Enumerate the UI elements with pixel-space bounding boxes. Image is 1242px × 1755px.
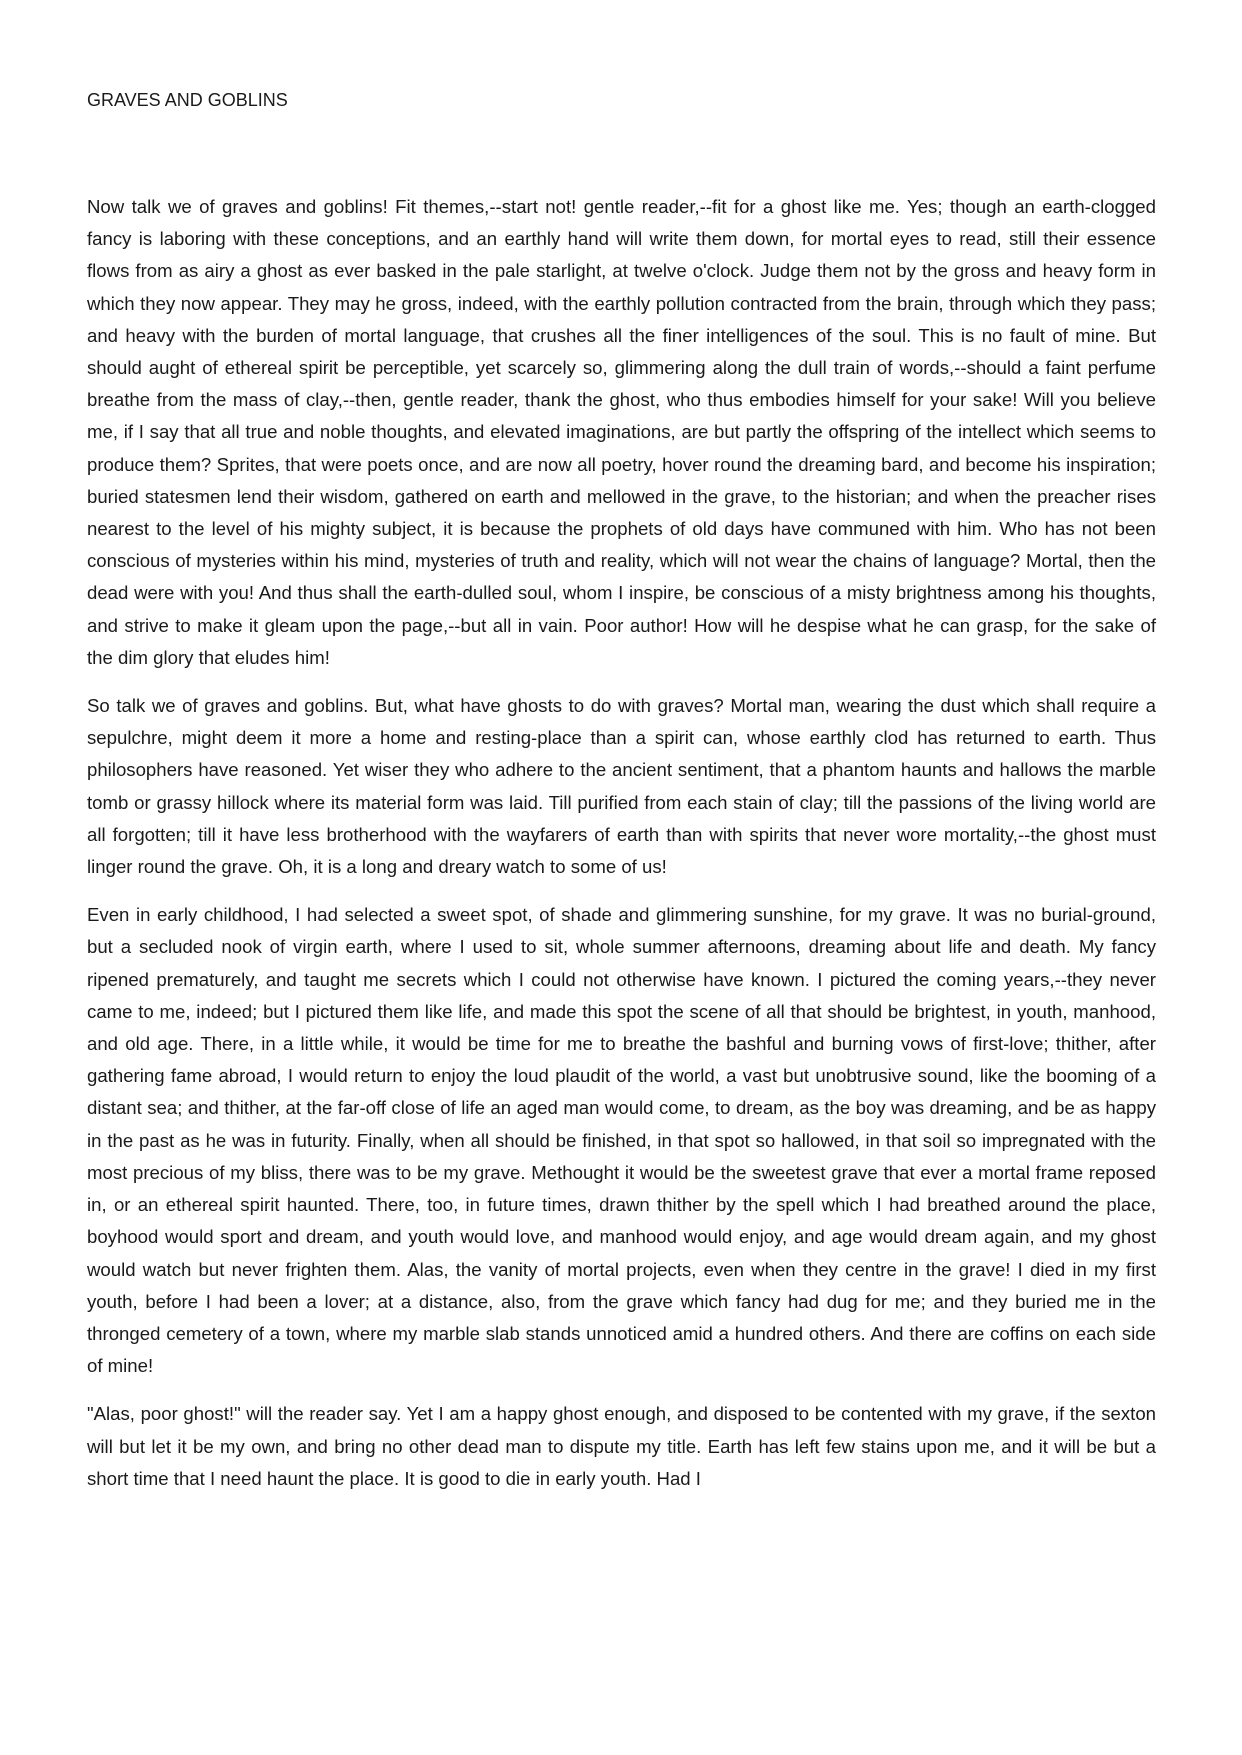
paragraph-3: Even in early childhood, I had selected a sweet spot, of shade and glimmering sunshine, for my grave. It was no burial-ground, but a secluded nook of virgin earth, where I used to sit, whole summer afternoons, dreaming about life and death. My fancy ripened prematurely, and taught me secrets which I could not otherwise have known. I pictured the coming years,--they never came to me, indeed; but I pictured them like life, and made this spot the scene of all that should be brightest, in youth, manhood, and old age. There, in a little while, it would be time for me to breathe the bashful and burning vows of first-love; thither, after gathering fame abroad, I would return to enjoy the loud plaudit of the world, a vast but unobtrusive sound, like the booming of a distant sea; and thither, at the far-off close of life an aged man would come, to dream, as the boy was dreaming, and be as happy in the past as he was in futurity. Finally, when all should be finished, in that spot so hallowed, in that soil so impregnated with the most precious of my bliss, there was to be my grave. Methought it would be the sweetest grave that ever a mortal frame reposed in, or an ethereal spirit haunted. There, too, in future times, drawn thither by the spell which I had breathed around the place, boyhood would sport and dream, and youth would love, and manhood would enjoy, and age would dream again, and my ghost would watch but never frighten them. Alas, the vanity of mortal projects, even when they centre in the grave! I died in my first youth, before I had been a lover; at a distance, also, from the grave which fancy had dug for me; and they buried me in the thronged cemetery of a town, where my marble slab stands unnoticed amid a hundred others. And there are coffins on each side of mine! (87, 904, 1156, 1377)
paragraph-4: "Alas, poor ghost!" will the reader say. Yet I am a happy ghost enough, and disposed to be contented with my grave, if the sexton will but let it be my own, and bring no other dead man to dispute my title. Earth has left few stains upon me, and it will be but a short time that I need haunt the place. It is good to die in early youth. Had I (87, 1403, 1156, 1489)
paragraph-1: Now talk we of graves and goblins! Fit themes,--start not! gentle reader,--fit for a ghost like me. Yes; though an earth-clogged fancy is laboring with these conceptions, and an earthly hand will write them down, for mortal eyes to read, still their essence flows from as airy a ghost as ever basked in the pale starlight, at twelve o'clock. Judge them not by the gross and heavy form in which they now appear. They may he gross, indeed, with the earthly pollution contracted from the brain, through which they pass; and heavy with the burden of mortal language, that crushes all the finer intelligences of the soul. This is no fault of mine. But should aught of ethereal spirit be perceptible, yet scarcely so, glimmering along the dull train of words,--should a faint perfume breathe from the mass of clay,--then, gentle reader, thank the ghost, who thus embodies himself for your sake! Will you believe me, if I say that all true and noble thoughts, and elevated imaginations, are but partly the offspring of the intellect which seems to produce them? Sprites, that were poets once, and are now all poetry, hover round the dreaming bard, and become his inspiration; buried statesmen lend their wisdom, gathered on earth and mellowed in the grave, to the historian; and when the preacher rises nearest to the level of his mighty subject, it is because the prophets of old days have communed with him. Who has not been conscious of mysteries within his mind, mysteries of truth and reality, which will not wear the chains of language? Mortal, then the dead were with you! And thus shall the earth-dulled soul, whom I inspire, be conscious of a misty brightness among his thoughts, and strive to make it gleam upon the page,--but all in vain. Poor author! How will he despise what he can grasp, for the sake of the dim glory that eludes him! (87, 196, 1156, 668)
document-body (87, 191, 1156, 1511)
document-title: GRAVES AND GOBLINS (87, 90, 288, 110)
paragraph-2: So talk we of graves and goblins. But, what have ghosts to do with graves? Mortal man, wearing the dust which shall require a sepulchre, might deem it more a home and resting-place than a spirit can, whose earthly clod has returned to earth. Thus philosophers have reasoned. Yet wiser they who adhere to the ancient sentiment, that a phantom haunts and hallows the marble tomb or grassy hillock where its material form was laid. Till purified from each stain of clay; till the passions of the living world are all forgotten; till it have less brotherhood with the wayfarers of earth than with spirits that never wore mortality,--the ghost must linger round the grave. Oh, it is a long and dreary watch to some of us! (87, 695, 1156, 878)
